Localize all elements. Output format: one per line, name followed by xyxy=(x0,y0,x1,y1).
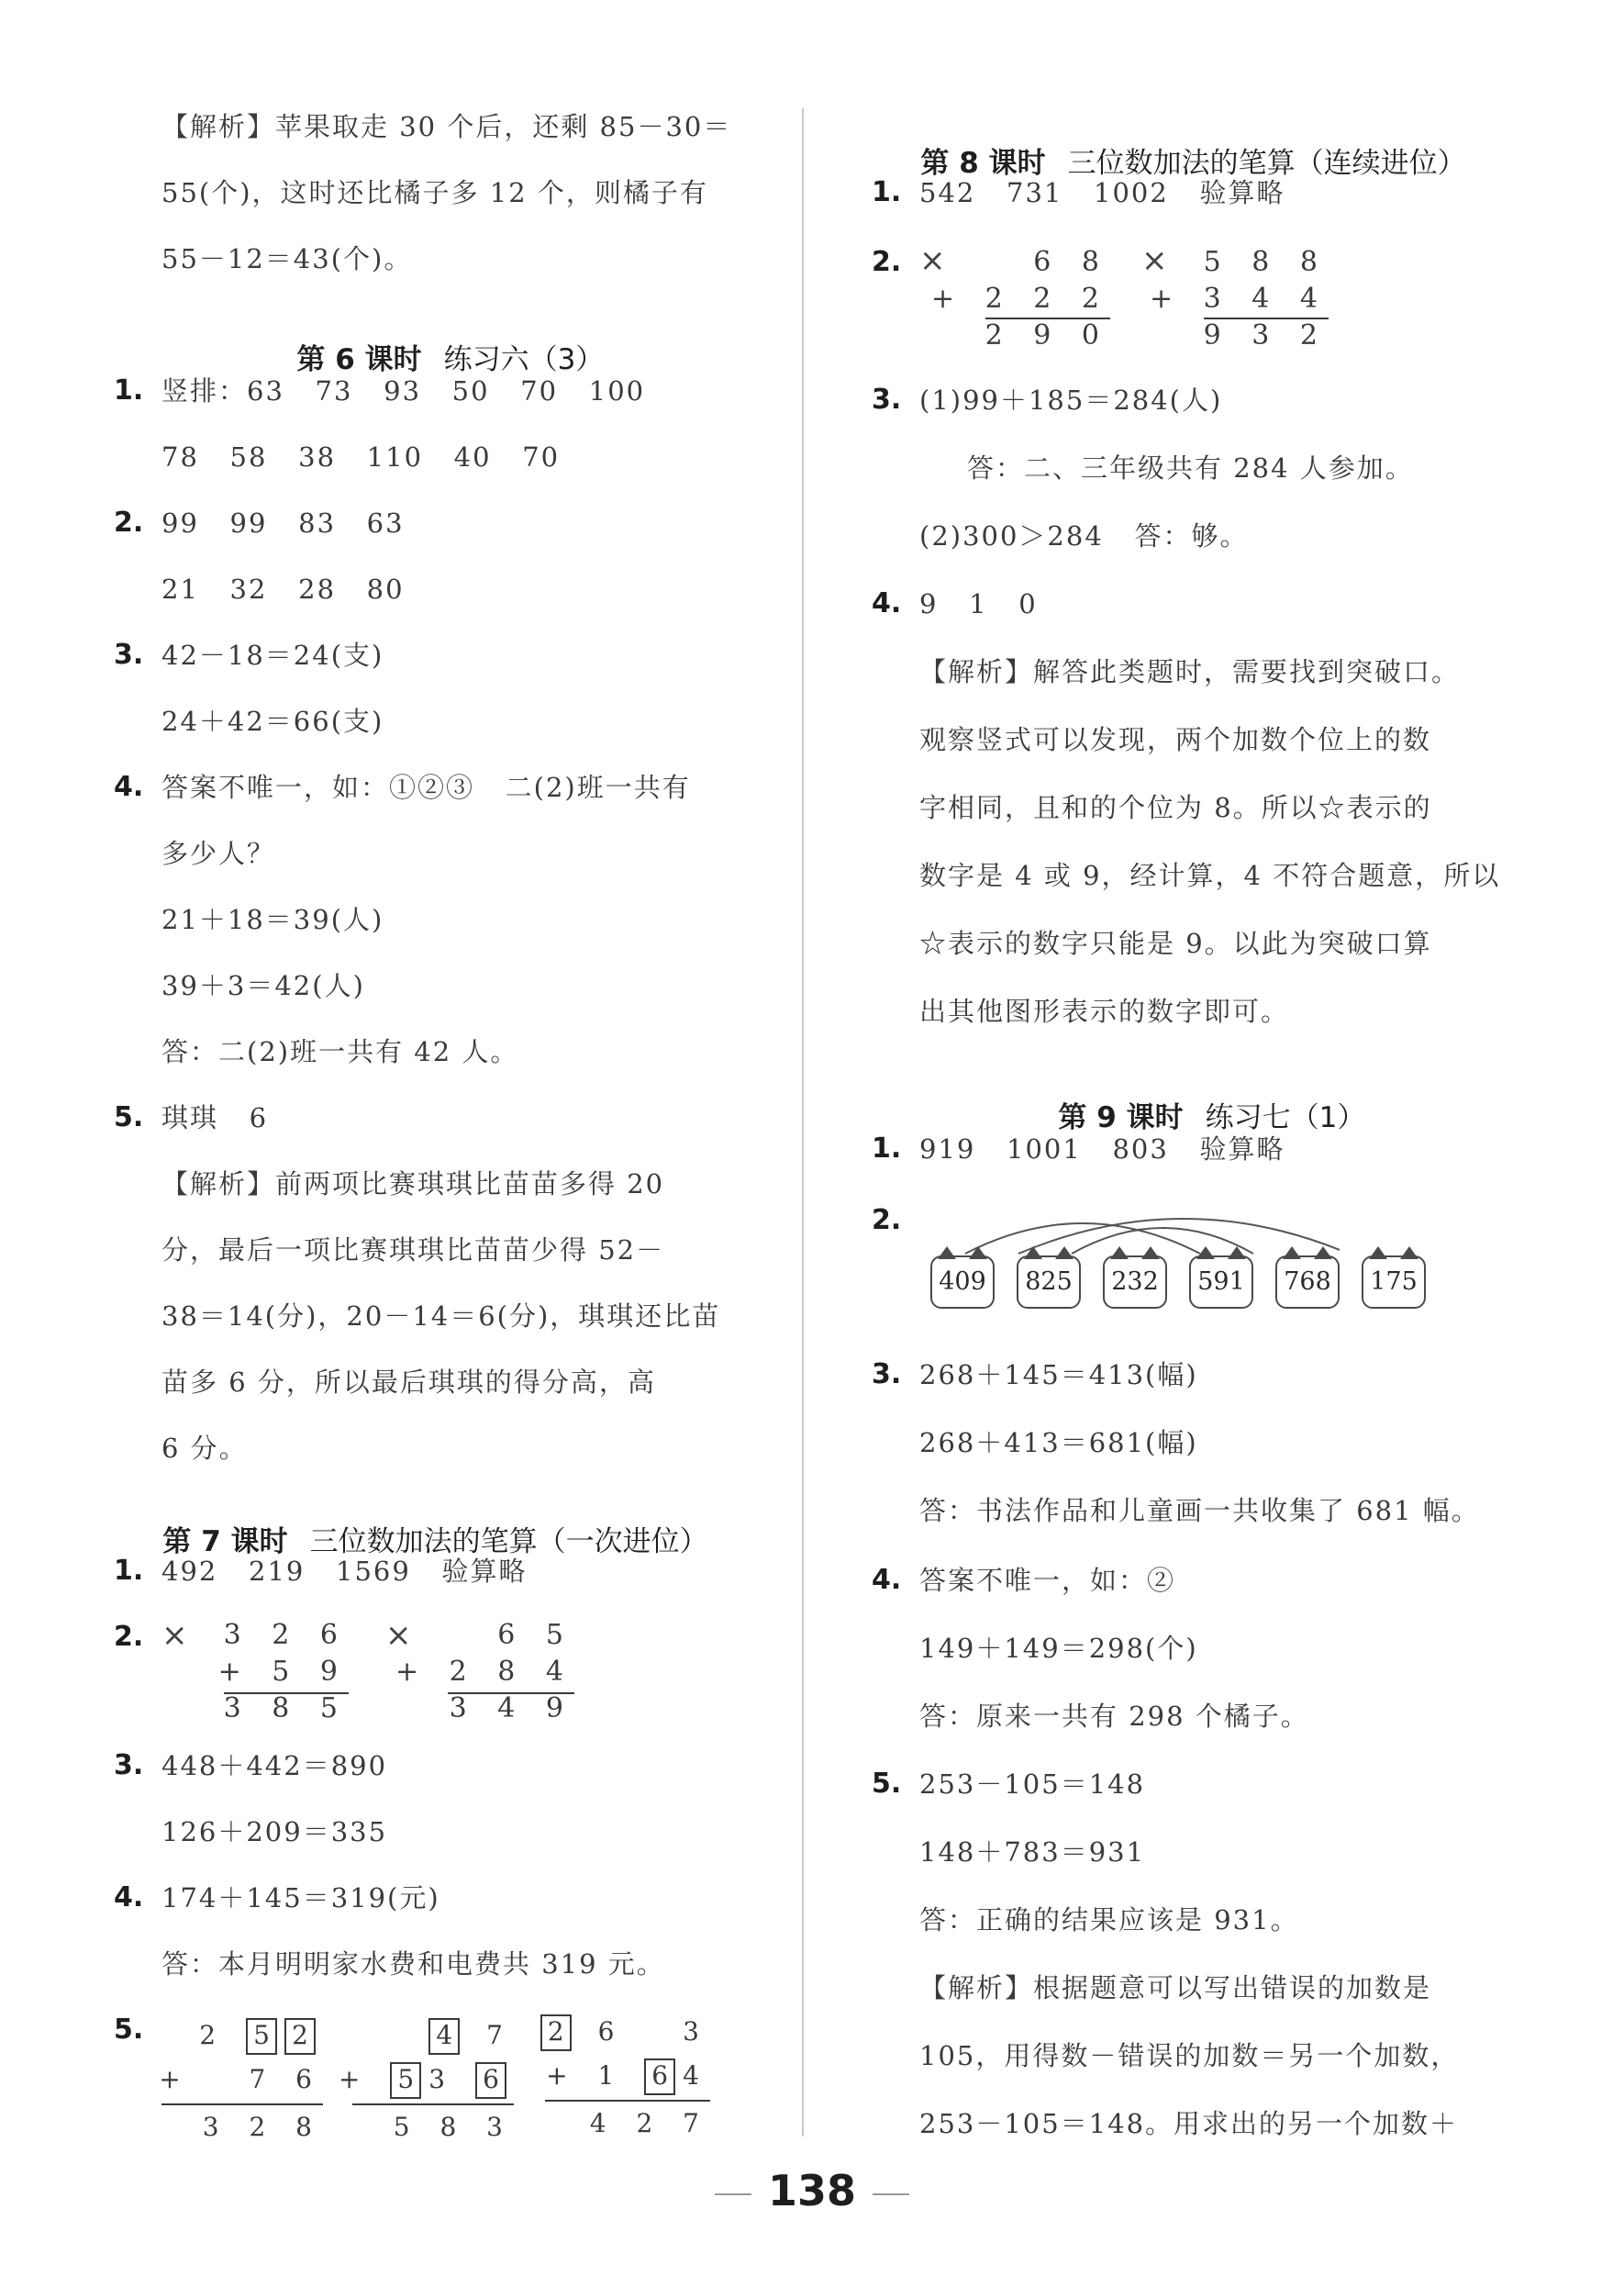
analysis-line: 【解析】苹果取走 30 个后，还剩 85－30＝ xyxy=(161,111,732,142)
sum: 3 8 5 xyxy=(223,1692,349,1724)
addend-bottom: + 5 3 6 xyxy=(339,2061,514,2099)
addend-bottom: + 5 9 xyxy=(217,1656,349,1688)
wrong-mark-icon: × xyxy=(161,1617,188,1654)
answer-line: 竖排：63 73 93 50 70 100 xyxy=(161,375,646,407)
answer-line: 答：二(2)班一共有 42 人。 xyxy=(161,1036,519,1067)
addend-top: 2 5 2 xyxy=(199,2017,323,2055)
answer-box: 2 xyxy=(540,2014,572,2051)
answer-line: 174＋145＝319(元) xyxy=(161,1882,440,1913)
answer-box: 2 xyxy=(284,2018,316,2055)
answer-line: 答：书法作品和儿童画一共收集了 681 幅。 xyxy=(919,1495,1480,1526)
lesson-title: 练习七（1） xyxy=(1205,1101,1366,1134)
analysis-line: 苗多 6 分，所以最后琪琪的得分高，高 xyxy=(161,1367,656,1398)
wrong-mark-icon: × xyxy=(385,1617,412,1654)
answer-line: 琪琪 6 xyxy=(161,1102,269,1133)
question-number: 3. xyxy=(114,1749,144,1781)
vertical-addition-boxes xyxy=(545,2014,710,2142)
answer-box: 4 xyxy=(428,2018,460,2055)
question-number: 1. xyxy=(872,1132,902,1165)
answer-line: 919 1001 803 验算略 xyxy=(919,1133,1285,1165)
answer-line: 24＋42＝66(支) xyxy=(161,706,384,737)
lesson-title: 三位数加法的笔算（连续进位） xyxy=(1067,147,1466,180)
analysis-line: 253－105＝148。用求出的另一个加数＋ xyxy=(919,2108,1459,2139)
question-number: 2. xyxy=(872,246,902,278)
answer-line: 268＋413＝681(幅) xyxy=(919,1427,1198,1458)
answer-line: 答：正确的结果应该是 931。 xyxy=(919,1904,1299,1936)
answer-line: 99 99 83 63 xyxy=(161,508,405,539)
analysis-line: 55－12＝43(个)。 xyxy=(161,243,413,274)
addend-bottom: + 2 2 2 xyxy=(930,283,1110,315)
lesson-number: 第 6 课时 xyxy=(296,343,422,376)
answer-line: 492 219 1569 验算略 xyxy=(161,1556,528,1587)
addend-top: 6 8 xyxy=(1033,246,1110,278)
analysis-line: 数字是 4 或 9，经计算，4 不符合题意，所以 xyxy=(919,860,1501,891)
wrong-mark-icon: × xyxy=(919,242,946,279)
vertical-addition-boxes xyxy=(338,2017,514,2146)
question-number: 5. xyxy=(872,1768,902,1800)
question-number: 2. xyxy=(114,1621,144,1653)
sum-line xyxy=(545,2100,710,2102)
answer-line: 126＋209＝335 xyxy=(161,1816,388,1847)
answer-line: 答：原来一共有 298 个橘子。 xyxy=(919,1701,1309,1732)
lesson-number: 第 7 课时 xyxy=(162,1525,288,1558)
sum: 3 2 8 xyxy=(202,2112,323,2142)
analysis-line: 字相同，且和的个位为 8。所以☆表示的 xyxy=(919,792,1432,823)
cat-card: 175 xyxy=(1362,1255,1426,1309)
answer-line: 448＋442＝890 xyxy=(161,1750,388,1781)
addend-top: 6 5 xyxy=(497,1619,574,1651)
answer-line: (2)300＞284 答：够。 xyxy=(919,520,1249,552)
cat-card: 825 xyxy=(1017,1255,1081,1309)
analysis-line: 【解析】解答此类题时，需要找到突破口。 xyxy=(919,656,1461,687)
answer-line: 149＋149＝298(个) xyxy=(919,1633,1198,1664)
cat-card: 409 xyxy=(930,1255,995,1309)
addend-bottom: + 3 4 4 xyxy=(1149,283,1329,315)
answer-box: 5 xyxy=(390,2062,421,2099)
question-number: 1. xyxy=(114,1555,144,1587)
lesson-title: 三位数加法的笔算（一次进位） xyxy=(309,1525,708,1558)
answer-line: 多少人？ xyxy=(161,838,276,869)
question-number: 4. xyxy=(114,771,144,803)
answer-line: 9 1 0 xyxy=(919,588,1038,619)
match-arc xyxy=(1072,1228,1253,1254)
analysis-line: 【解析】根据题意可以写出错误的加数是 xyxy=(919,1972,1432,2003)
analysis-line: 55(个)，这时还比橘子多 12 个，则橘子有 xyxy=(161,177,708,208)
sum: 4 2 7 xyxy=(589,2108,710,2138)
answer-line: 答：本月明明家水费和电费共 319 元。 xyxy=(161,1948,665,1980)
lesson-number: 第 8 课时 xyxy=(920,147,1046,180)
answer-line: 78 58 38 110 40 70 xyxy=(161,441,561,473)
question-number: 3. xyxy=(114,639,144,671)
sum: 5 8 3 xyxy=(393,2112,514,2142)
vertical-addition xyxy=(930,244,1110,354)
answer-line: 268＋145＝413(幅) xyxy=(919,1359,1198,1390)
sum: 9 3 2 xyxy=(1203,319,1329,351)
question-number: 4. xyxy=(872,1564,902,1596)
question-number: 5. xyxy=(114,2014,144,2046)
question-number: 3. xyxy=(872,384,902,416)
answer-line: 39＋3＝42(人) xyxy=(161,970,365,1001)
answer-line: 答案不唯一，如：② xyxy=(919,1565,1176,1596)
analysis-line: ☆表示的数字只能是 9。以此为突破口算 xyxy=(919,928,1432,959)
answer-line: 148＋783＝931 xyxy=(919,1836,1146,1868)
analysis-line: 分，最后一项比赛琪琪比苗苗少得 52－ xyxy=(161,1234,665,1266)
analysis-line: 38＝14(分)，20－14＝6(分)，琪琪还比苗 xyxy=(161,1300,721,1332)
answer-box: 6 xyxy=(475,2062,506,2099)
lesson-number: 第 9 课时 xyxy=(1058,1101,1184,1134)
analysis-line: 出其他图形表示的数字即可。 xyxy=(919,996,1290,1027)
cat-card: 232 xyxy=(1103,1255,1167,1309)
sum: 3 4 9 xyxy=(449,1692,574,1724)
question-number: 2. xyxy=(872,1204,902,1236)
answer-line: 253－105＝148 xyxy=(919,1768,1146,1800)
answer-line: 42－18＝24(支) xyxy=(161,640,384,671)
addend-top: 3 2 6 xyxy=(223,1619,349,1651)
addend-bottom: + 1 6 4 xyxy=(546,2058,710,2095)
question-number: 5. xyxy=(114,1101,144,1133)
vertical-addition xyxy=(395,1617,574,1727)
question-number: 4. xyxy=(872,587,902,619)
answer-line: (1)99＋185＝284(人) xyxy=(919,385,1223,416)
sum-line xyxy=(352,2103,514,2105)
analysis-line: 【解析】前两项比赛琪琪比苗苗多得 20 xyxy=(161,1168,665,1199)
addend-bottom: + 7 6 xyxy=(159,2064,323,2094)
question-number: 4. xyxy=(114,1881,144,1913)
cat-card: 591 xyxy=(1189,1255,1253,1309)
left-column xyxy=(0,0,807,2287)
answer-box: 5 xyxy=(246,2018,277,2055)
sum: 2 9 0 xyxy=(984,319,1110,351)
question-number: 3. xyxy=(872,1358,902,1390)
right-column xyxy=(817,0,1624,2287)
answer-line: 542 731 1002 验算略 xyxy=(919,177,1285,208)
sum-line xyxy=(161,2103,323,2105)
analysis-line: 105，用得数－错误的加数＝另一个加数， xyxy=(919,2040,1460,2071)
lesson-title: 练习六（3） xyxy=(443,343,605,376)
answer-line: 答：二、三年级共有 284 人参加。 xyxy=(967,452,1414,484)
addend-top: 5 8 8 xyxy=(1203,246,1329,278)
cat-card: 768 xyxy=(1275,1255,1340,1309)
analysis-line: 观察竖式可以发现，两个加数个位上的数 xyxy=(919,724,1432,755)
answer-box: 6 xyxy=(644,2058,675,2095)
vertical-addition xyxy=(1149,244,1329,354)
answer-line: 21＋18＝39(人) xyxy=(161,904,384,935)
page-number: 138 xyxy=(0,2166,1624,2215)
addend-top: 2 6 3 xyxy=(540,2014,710,2051)
question-number: 1. xyxy=(872,176,902,208)
answer-line: 答案不唯一，如：①②③ 二(2)班一共有 xyxy=(161,772,691,803)
vertical-addition-boxes xyxy=(161,2017,323,2146)
wrong-mark-icon: × xyxy=(1141,242,1168,279)
addend-bottom: + 2 8 4 xyxy=(395,1656,574,1688)
question-number: 1. xyxy=(114,374,144,407)
answer-line: 21 32 28 80 xyxy=(161,574,405,605)
addend-top: 4 7 xyxy=(428,2017,514,2055)
analysis-line: 6 分。 xyxy=(161,1433,248,1464)
vertical-addition xyxy=(217,1617,349,1727)
question-number: 2. xyxy=(114,507,144,539)
